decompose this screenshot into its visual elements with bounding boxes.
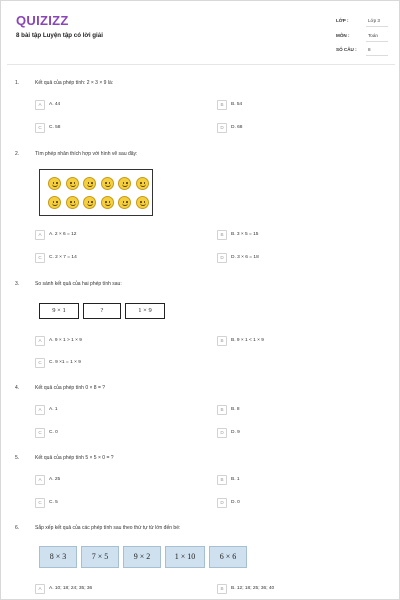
header-divider [7, 64, 395, 65]
option-letter-box: C [35, 123, 45, 133]
question-text: So sánh kết quả của hai phép tính sau: [35, 281, 122, 287]
option-letter-box: C [35, 253, 45, 263]
compare-left-box: 9 × 1 [39, 303, 79, 319]
option-text: A. 10; 18; 24; 35; 36 [49, 586, 93, 591]
option-text: A. 9 × 1 > 1 × 9 [49, 338, 82, 343]
option-text: B. 9 × 1 < 1 × 9 [231, 338, 264, 343]
smiley-icon [66, 177, 79, 190]
option-text: B. 1 [231, 477, 240, 482]
option-text: A. 25 [49, 477, 61, 482]
question-text: Sắp xếp kết quả của các phép tính sau theo thứ tự từ lớn đến bé: [35, 525, 181, 531]
option-text: C. 9 ×1 = 1 × 9 [49, 360, 81, 365]
compare-right-box: 1 × 9 [125, 303, 165, 319]
order-box-2: 7 × 5 [81, 546, 119, 568]
option-text: B. 8 [231, 407, 240, 412]
smiley-icon [101, 177, 114, 190]
option-letter-box: D [217, 253, 227, 263]
smiley-icon [83, 196, 96, 209]
order-box-4: 1 × 10 [165, 546, 205, 568]
order-box-1: 8 × 3 [39, 546, 77, 568]
option-text: C. 5 [49, 500, 58, 505]
compare-blank-box: ? [83, 303, 121, 319]
option-text: D. 68 [231, 125, 243, 130]
option-text: D. 0 [231, 500, 240, 505]
option-text: A. 2 × 6 = 12 [49, 232, 77, 237]
question-number: 3. [15, 281, 20, 287]
smiley-icon [83, 177, 96, 190]
option-letter-box: B [217, 230, 227, 240]
smiley-icon [66, 196, 79, 209]
option-text: B. 3 × 5 = 15 [231, 232, 259, 237]
option-letter-box: D [217, 428, 227, 438]
meta-count-value: 8 [368, 47, 371, 52]
option-text: A. 1 [49, 407, 58, 412]
option-letter-box: A [35, 475, 45, 485]
question-text: Kết quả của phép tính 5 × 5 × 0 = ? [35, 455, 114, 461]
question-text: Kết quả của phép tính: 2 × 3 × 9 là: [35, 80, 114, 86]
option-letter-box: B [217, 405, 227, 415]
option-text: C. 2 × 7 = 14 [49, 255, 77, 260]
smiley-icon [101, 196, 114, 209]
order-box-3: 9 × 2 [123, 546, 161, 568]
question-number: 5. [15, 455, 20, 461]
option-text: C. 0 [49, 430, 58, 435]
question-number: 4. [15, 385, 20, 391]
question-number: 2. [15, 151, 20, 157]
question-number: 6. [15, 525, 20, 531]
question-text: Kết quả của phép tính 0 × 8 = ? [35, 385, 106, 391]
smiley-icon [48, 196, 61, 209]
question-number: 1. [15, 80, 20, 86]
smiley-icon [48, 177, 61, 190]
option-text: D. 3 × 6 = 18 [231, 255, 259, 260]
quizizz-logo: QUIZIZZ [16, 13, 69, 28]
option-letter-box: A [35, 405, 45, 415]
option-letter-box: C [35, 358, 45, 368]
option-letter-box: D [217, 123, 227, 133]
option-text: A. 44 [49, 102, 61, 107]
option-text: B. 54 [231, 102, 243, 107]
smiley-icon [136, 177, 149, 190]
option-letter-box: B [217, 336, 227, 346]
question-text: Tìm phép nhân thích hợp với hình vẽ sau đây: [35, 151, 138, 157]
option-letter-box: C [35, 428, 45, 438]
order-box-5: 6 × 6 [209, 546, 247, 568]
meta-subject-value: Toán [368, 33, 378, 38]
meta-count-label: SỐ CÂU : [336, 47, 357, 52]
option-letter-box: D [217, 498, 227, 508]
worksheet-header [1, 1, 400, 63]
option-letter-box: A [35, 230, 45, 240]
meta-subject-label: MÔN : [336, 33, 350, 38]
option-letter-box: B [217, 100, 227, 110]
option-text: C. 58 [49, 125, 61, 130]
option-text: D. 9 [231, 430, 240, 435]
smiley-icon [136, 196, 149, 209]
option-letter-box: A [35, 100, 45, 110]
option-letter-box: C [35, 498, 45, 508]
meta-grade-value: Lớp 3 [368, 18, 380, 23]
meta-grade-label: LỚP : [336, 18, 349, 23]
smiley-icon [118, 177, 131, 190]
option-letter-box: B [217, 584, 227, 594]
smiley-icon [118, 196, 131, 209]
option-text: B. 12; 18; 25; 36; 40 [231, 586, 275, 591]
worksheet-title: 8 bài tập Luyện tập có lời giải [16, 32, 103, 39]
option-letter-box: B [217, 475, 227, 485]
smiley-figure [39, 169, 153, 216]
option-letter-box: A [35, 336, 45, 346]
option-letter-box: A [35, 584, 45, 594]
